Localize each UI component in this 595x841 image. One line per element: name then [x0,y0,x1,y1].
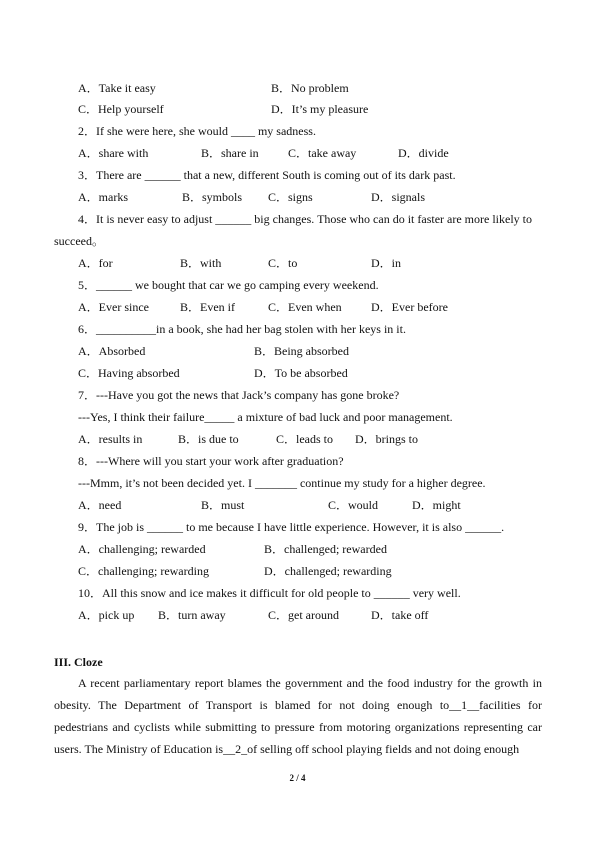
text-line: B．is due to [178,432,239,446]
text-line: D．might [412,498,461,512]
text-line: C．Help yourself [78,102,164,116]
page-number: 2 / 4 [289,773,306,783]
text-line: A．Ever since [78,300,149,314]
text-line: D．To be absorbed [254,366,348,380]
text-line: A．pick up [78,608,135,622]
text-line: A．challenging; rewarded [78,542,206,556]
section-heading: III. Cloze [54,655,103,669]
text-line: B．Being absorbed [254,344,349,358]
text-line: B．with [180,256,222,270]
text-line: C．get around [268,608,339,622]
text-line: D．challenged; rewarding [264,564,392,578]
text-line: D．brings to [355,432,419,446]
text-line: 10．All this snow and ice makes it difficult for old people to ______ very well. [78,586,461,600]
text-line: A．for [78,256,113,270]
text-line: ---Mmm, it’s not been decided yet. I _______ continue my study for a higher degree. [78,476,486,490]
text-line: 3．There are ______ that a new, different South is coming out of its dark past. [78,168,456,182]
text-line: B．turn away [158,608,226,622]
text-line: 2．If she were here, she would ____ my sadness. [78,124,316,138]
text-line: 7．---Have you got the news that Jack’s company has gone broke? [78,388,400,402]
text-line: C．Having absorbed [78,366,180,380]
text-line: D．in [371,256,402,270]
text-line: C．Even when [268,300,342,314]
text-line: B．must [201,498,245,512]
text-line: B．Even if [180,300,235,314]
text-line: C．would [328,498,379,512]
text-line: 8．---Where will you start your work after graduation? [78,454,344,468]
text-line: A．Take it easy [78,81,156,95]
text-line: C．challenging; rewarding [78,564,209,578]
text-line: 4．It is never easy to adjust ______ big changes. Those who can do it faster are more likely to [78,212,532,226]
text-line: D．take off [371,608,429,622]
text-line: 6．__________in a book, she had her bag stolen with her keys in it. [78,322,406,336]
text-line: C．take away [288,146,357,160]
text-line: B．share in [201,146,259,160]
text-line: A．marks [78,190,128,204]
text-line: D．It’s my pleasure [271,102,369,116]
text-line: A．Absorbed [78,344,146,358]
text-line: A．need [78,498,122,512]
text-line: D．signals [371,190,426,204]
text-line: A．share with [78,146,149,160]
text-line: C．leads to [276,432,333,446]
text-line: A．results in [78,432,143,446]
text-line: C．to [268,256,298,270]
cloze-paragraph: A recent parliamentary report blames the government and the food industry for the growth in obesity. The Department of Transport is blamed for not doing enough to__1__facilities for pedestrians and cyclists while submitting to pressure from motoring organizations representing car users. The Ministry of Education is__2_of selling off school playing fields and not doing enough [54,676,542,756]
text-line: 9．The job is ______ to me because I have little experience. However, it is also ______. [78,520,505,534]
text-line: 5．______ we bought that car we go camping every weekend. [78,278,379,292]
text-line: B．symbols [182,190,243,204]
text-line: D．divide [398,146,449,160]
text-line: C．signs [268,190,313,204]
text-line: succeed。 [54,234,104,248]
text-line: ---Yes, I think their failure_____ a mixture of bad luck and poor management. [78,410,453,424]
text-line: D．Ever before [371,300,448,314]
text-line: B．challenged; rewarded [264,542,387,556]
text-line: B．No problem [271,81,349,95]
